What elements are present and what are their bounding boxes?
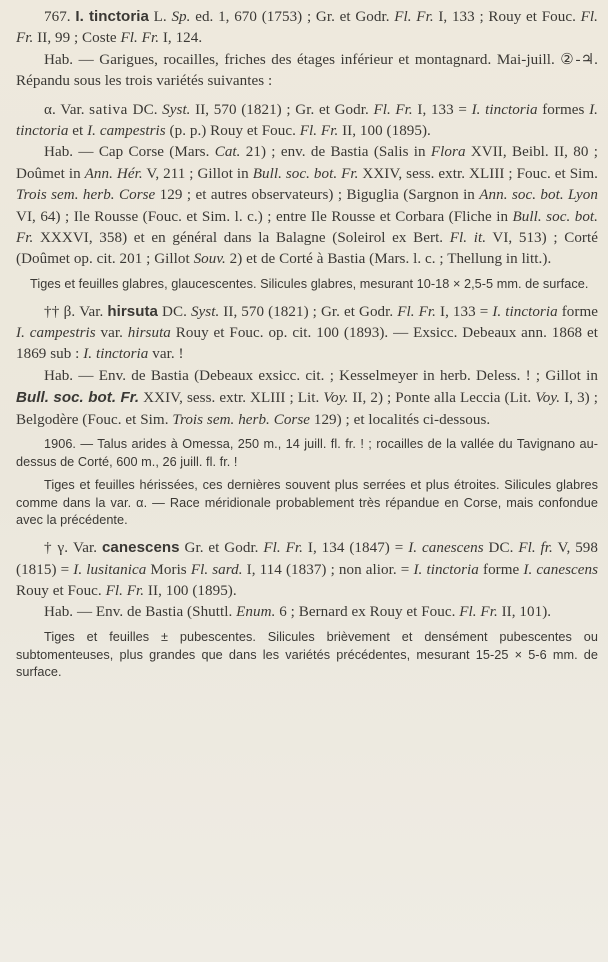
species-habitat: Hab. — Garigues, rocailles, friches des étages inférieur et montagnard. Mai-juill. ②-♃. Répandu sous les trois variétés suivantes :	[16, 51, 598, 90]
variety-beta	[16, 301, 598, 530]
variety-gamma-description: Tiges et feuilles ± pubescentes. Silicules brièvement et densément pubescentes ou subtomenteuses, plus grandes que dans les variétés précédentes, mesurant 15-25 × 5-6 mm. de surface.	[16, 629, 598, 680]
species-name: I. tinctoria	[75, 8, 149, 25]
variety-beta-synonymy: †† β. Var. hirsuta DC. Syst. II, 570 (1821) ; Gr. et Godr. Fl. Fr. I, 133 = I. tinctoria forme I. campestris var. hirsuta Rouy et Fouc. op. cit. 100 (1893). — Exsicc. Debeaux ann. 1868 et 1869 sub : I. tinctoria var. !	[16, 302, 599, 363]
variety-name: sativa	[89, 101, 128, 118]
variety-gamma	[16, 537, 598, 682]
variety-alpha	[16, 100, 598, 294]
variety-alpha-synonymy: α. Var. sativa DC. Syst. II, 570 (1821) ; Gr. et Godr. Fl. Fr. I, 133 = I. tinctoria formes I. tinctoria et I. campestris (p. p.) Rouy et Fouc. Fl. Fr. II, 100 (1895).	[16, 101, 598, 140]
variety-gamma-synonymy: † γ. Var. canescens Gr. et Godr. Fl. Fr. I, 134 (1847) = I. canescens DC. Fl. fr. V, 598 (1815) = I. lusitanica Moris Fl. sard. I, 114 (1837) ; non alior. = I. tinctoria forme I. canescens Rouy et Fouc. Fl. Fr. II, 100 (1895).	[16, 539, 599, 599]
variety-name: canescens	[101, 539, 180, 557]
entry-number: 767.	[44, 9, 76, 25]
variety-alpha-habitat: Hab. — Cap Corse (Mars. Cat. 21) ; env. de Bastia (Salis in Flora XVII, Beibl. II, 80 ; Doûmet in Ann. Hér. V, 211 ; Gillot in Bull. soc. bot. Fr. XXIV, sess. extr. XLIII ; Fouc. et Sim. Trois sem. herb. Corse 129 ; et autres observateurs) ; Biguglia (Sargnon in Ann. soc. bot. Lyon VI, 64) ; Ile Rousse (Fouc. et Sim. l. c.) ; entre Ile Rousse et Corbara (Fliche in Bull. soc. bot. Fr. XXXVI, 358) et en général dans la Balagne (Soleirol ex Bert. Fl. it. VI, 513) ; Corté (Doûmet op. cit. 201 ; Gillot Souv. 2) et de Corté à Bastia (Mars. l. c. ; Thellung in litt.).	[16, 144, 599, 268]
variety-beta-description: Tiges et feuilles hérissées, ces dernières souvent plus serrées et plus étroites. Silicules glabres comme dans la var. α. — Race méridionale probablement très répandue en Corse, mais confondue avec la précédente.	[16, 477, 598, 528]
variety-beta-habitat: Hab. — Env. de Bastia (Debeaux exsicc. cit. ; Kesselmeyer in herb. Deless. ! ; Gillot in Bull. soc. bot. Fr. XXIV, sess. extr. XLIII ; Lit. Voy. II, 2) ; Ponte alla Leccia (Lit. Voy. I, 3) ; Belgodère (Fouc. et Sim. Trois sem. herb. Corse 129) ; et localités ci-dessous.	[16, 367, 599, 428]
variety-beta-observation: 1906. — Talus arides à Omessa, 250 m., 14 juill. fl. fr. ! ; rocailles de la vallée du Tavignano au-dessus de Corté, 600 m., 26 juill. fl. fr. !	[16, 437, 598, 469]
species-heading: 767. I. tinctoria L. Sp. ed. 1, 670 (1753) ; Gr. et Godr. Fl. Fr. I, 133 ; Rouy et Fouc. Fl. Fr. II, 99 ; Coste Fl. Fr. I, 124.	[16, 8, 598, 47]
species-entry	[16, 6, 598, 93]
variety-gamma-habitat: Hab. — Env. de Bastia (Shuttl. Enum. 6 ; Bernard ex Rouy et Fouc. Fl. Fr. II, 101).	[44, 604, 552, 621]
variety-name: hirsuta	[107, 302, 158, 320]
variety-alpha-description: Tiges et feuilles glabres, glaucescentes. Silicules glabres, mesurant 10-18 × 2,5-5 mm. de surface.	[30, 276, 589, 291]
